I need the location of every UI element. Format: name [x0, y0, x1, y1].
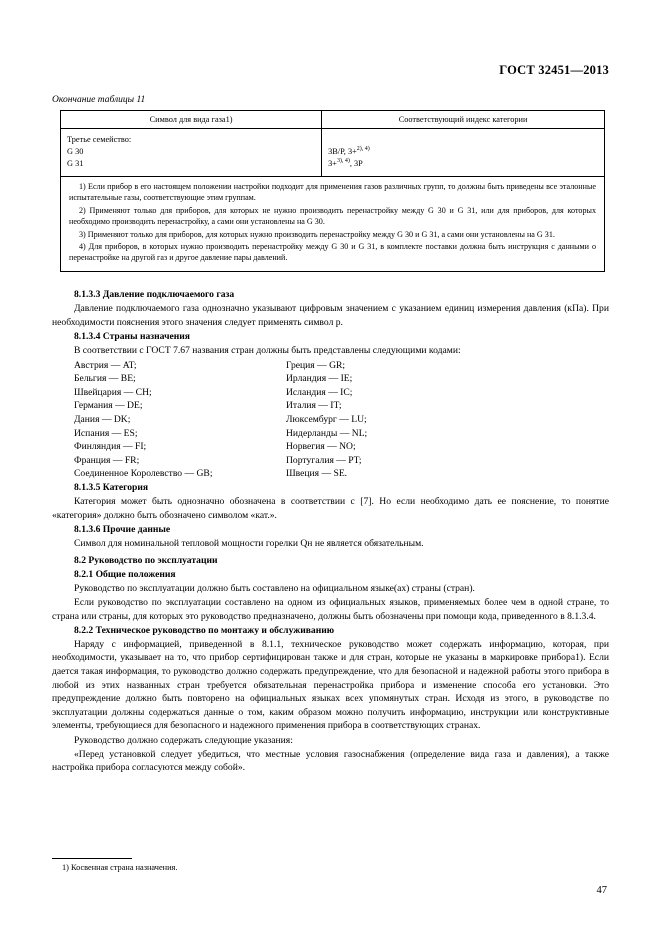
index-g30-text: 3B/P, 3+: [328, 147, 357, 157]
table-header-gas-symbol: [61, 111, 322, 129]
country-left: Финляндия — FI;: [74, 441, 147, 453]
country-left: Австрия — AT;: [74, 359, 137, 371]
gas-code-g31: G 31: [67, 159, 84, 169]
clause-8-2-1-title: 8.2.1 Общие положения: [74, 568, 176, 580]
table-header-row: [61, 111, 605, 129]
country-row: [52, 467, 609, 481]
country-row: [52, 440, 609, 454]
clause-8-2-1-paragraph-2: Если руководство по эксплуатации составлено на одном из официальных языков, применяемых более чем в одной стране, то страна или страны, для которых это руководство предназначено, должны быть обозначены при помощи кода, приведенного в 8.1.3.4.: [52, 596, 609, 622]
gas-code-g30: G 30: [67, 147, 84, 157]
country-right: Греция — GR;: [286, 359, 346, 371]
country-right: Люксембург — LU;: [286, 413, 367, 425]
table-note-4: 4) Для приборов, в которых нужно производить перенастройку между G 30 и G 31, в комплекте поставки должна быть инструкция с данными о перенастройке на другой газ и другое давление пары давлений.: [69, 242, 596, 263]
table-notes-row: [61, 177, 605, 272]
table-note-3: 3) Применяют только для приборов, для которых нужно производить перенастройку между G 30 и G 31, а сами они установлены на G 31.: [79, 229, 555, 239]
country-row: [52, 413, 609, 427]
table-header-category-index-text: Соответствующий индекс категории: [398, 115, 528, 124]
country-row: [52, 386, 609, 400]
index-g31-sup: 3), 4): [336, 158, 350, 165]
country-left: Германия — DE;: [74, 400, 143, 412]
clause-8-1-3-3-text: Давление подключаемого газа однозначно указывают цифровым значением с указанием единиц измерения давления (кПа). При необходимости пояснения этого значения следует применять символ p.: [52, 303, 609, 328]
index-g31: [328, 158, 598, 170]
footnote-divider: [52, 858, 132, 859]
table-note-1: 1) Если прибор в его настоящем положении настройки подходит для применения газов различных групп, то должны быть приведены все эталонные испытательные газы, соответствующие этим группам.: [69, 182, 596, 203]
index-g30: [328, 146, 598, 158]
index-g30-sup: 2), 4): [356, 146, 370, 153]
index-blank-line: [328, 134, 598, 146]
country-row: [52, 359, 609, 373]
country-right: Нидерланды — NL;: [286, 427, 368, 439]
table-header-gas-symbol-text: Символ для вида газа1): [149, 115, 233, 124]
clause-8-1-3-6-title: 8.1.3.6 Прочие данные: [74, 523, 171, 535]
table-cell-gas-family: [61, 129, 322, 177]
table-cell-category-index: [322, 129, 605, 177]
country-left: Соединенное Королевство — GB;: [74, 468, 213, 480]
clause-8-1-3-4-text: В соответствии с ГОСТ 7.67 названия стран должны быть представлены следующими кодами:: [74, 344, 461, 356]
country-left: Испания — ES;: [74, 427, 138, 439]
clause-8-1-3-5-title: 8.1.3.5 Категория: [74, 482, 149, 494]
clause-8-1-3-5-text: Категория может быть однозначно обозначена в соответствии с [7]. Но если необходимо дать ее пояснение, то понятие «категория» должно быть обозначено символом «кат.».: [52, 496, 609, 521]
clause-8-1-3-4-title: 8.1.3.4 Страны назначения: [74, 330, 190, 342]
table-notes-cell: [61, 177, 605, 272]
country-right: Норвегия — NO;: [286, 441, 356, 453]
country-right: Швеция — SE.: [286, 468, 348, 480]
document-body: [52, 288, 609, 775]
country-right: Португалия — PT;: [286, 454, 362, 466]
country-row: [52, 399, 609, 413]
clause-8-2-2-quote: «Перед установкой следует убедиться, что местные условия газоснабжения (определение вида газа и давления), а также настройка прибора согласуются между собой».: [52, 748, 609, 774]
clause-8-2-2-title: 8.2.2 Техническое руководство по монтажу и обслуживанию: [74, 624, 335, 636]
country-left: Франция — FR;: [74, 454, 140, 466]
clause-8-2-2-paragraph-1: Наряду с информацией, приведенной в 8.1.1, техническое руководство может содержать информацию, которая, при необходимости, указывает на то, что прибор сертифицирован также и для стран, которые не указаны в маркировке прибора1). Если дается такая информация, то руководство должно содержать предупреждение, что для безопасной и надежной работы этого прибора в любой из этих названных стран требуется обязательная перенастройка прибора и изменение способа его установки. Это предупреждение должно быть повторено на официальных языках всех упомянутых стран. Исходя из этого, в руководстве по эксплуатации должны содержаться данные о том, каким образом можно получить информацию, инструкции или конструктивные элементы, требующиеся для безопасного и надежного применения прибора в соответствующих странах.: [52, 638, 609, 732]
clause-8-2-title: 8.2 Руководство по эксплуатации: [74, 554, 218, 566]
standard-number-header: ГОСТ 32451—2013: [499, 63, 609, 77]
index-g31-text: 3+: [328, 159, 337, 169]
country-right: Ирландия — IE;: [286, 373, 353, 385]
country-row: [52, 427, 609, 441]
gas-family-label: Третье семейство:: [67, 135, 132, 144]
index-g31-3p: 3P: [354, 159, 363, 169]
country-left: Швейцария — CH;: [74, 386, 152, 398]
country-row: [52, 372, 609, 386]
clause-8-2-2-paragraph-2: Руководство должно содержать следующие указания:: [74, 734, 293, 746]
index-g31-extra: ,: [349, 159, 355, 169]
country-left: Дания — DK;: [74, 413, 131, 425]
table-row: [61, 129, 605, 177]
table-caption: Окончание таблицы 11: [52, 95, 146, 105]
table-header-category-index: [322, 111, 605, 129]
table-note-2: 2) Применяют только для приборов, для которых не нужно производить перенастройку между G 30 и G 31, или для приборов, для которых необходимо производить перенастройку, а сами они установлены на G 30.: [69, 205, 596, 227]
country-row: [52, 454, 609, 468]
country-left: Бельгия — BE;: [74, 373, 136, 385]
footnote-text: 1) Косвенная страна назначения.: [62, 863, 178, 872]
footnote-area: [52, 858, 452, 872]
clause-8-2-1-paragraph-1: Руководство по эксплуатации должно быть составлено на официальном языке(ах) страны (стран).: [74, 582, 475, 594]
country-code-list: [52, 359, 609, 481]
gas-category-table: [60, 110, 605, 272]
country-right: Исландия — IC;: [286, 386, 353, 398]
clause-8-1-3-3-title: 8.1.3.3 Давление подключаемого газа: [74, 289, 235, 300]
country-right: Италия — IT;: [286, 400, 342, 412]
clause-8-1-3-6-text: Символ для номинальной тепловой мощности горелки Qн не является обязательным.: [74, 537, 424, 549]
page-number: 47: [596, 885, 607, 896]
